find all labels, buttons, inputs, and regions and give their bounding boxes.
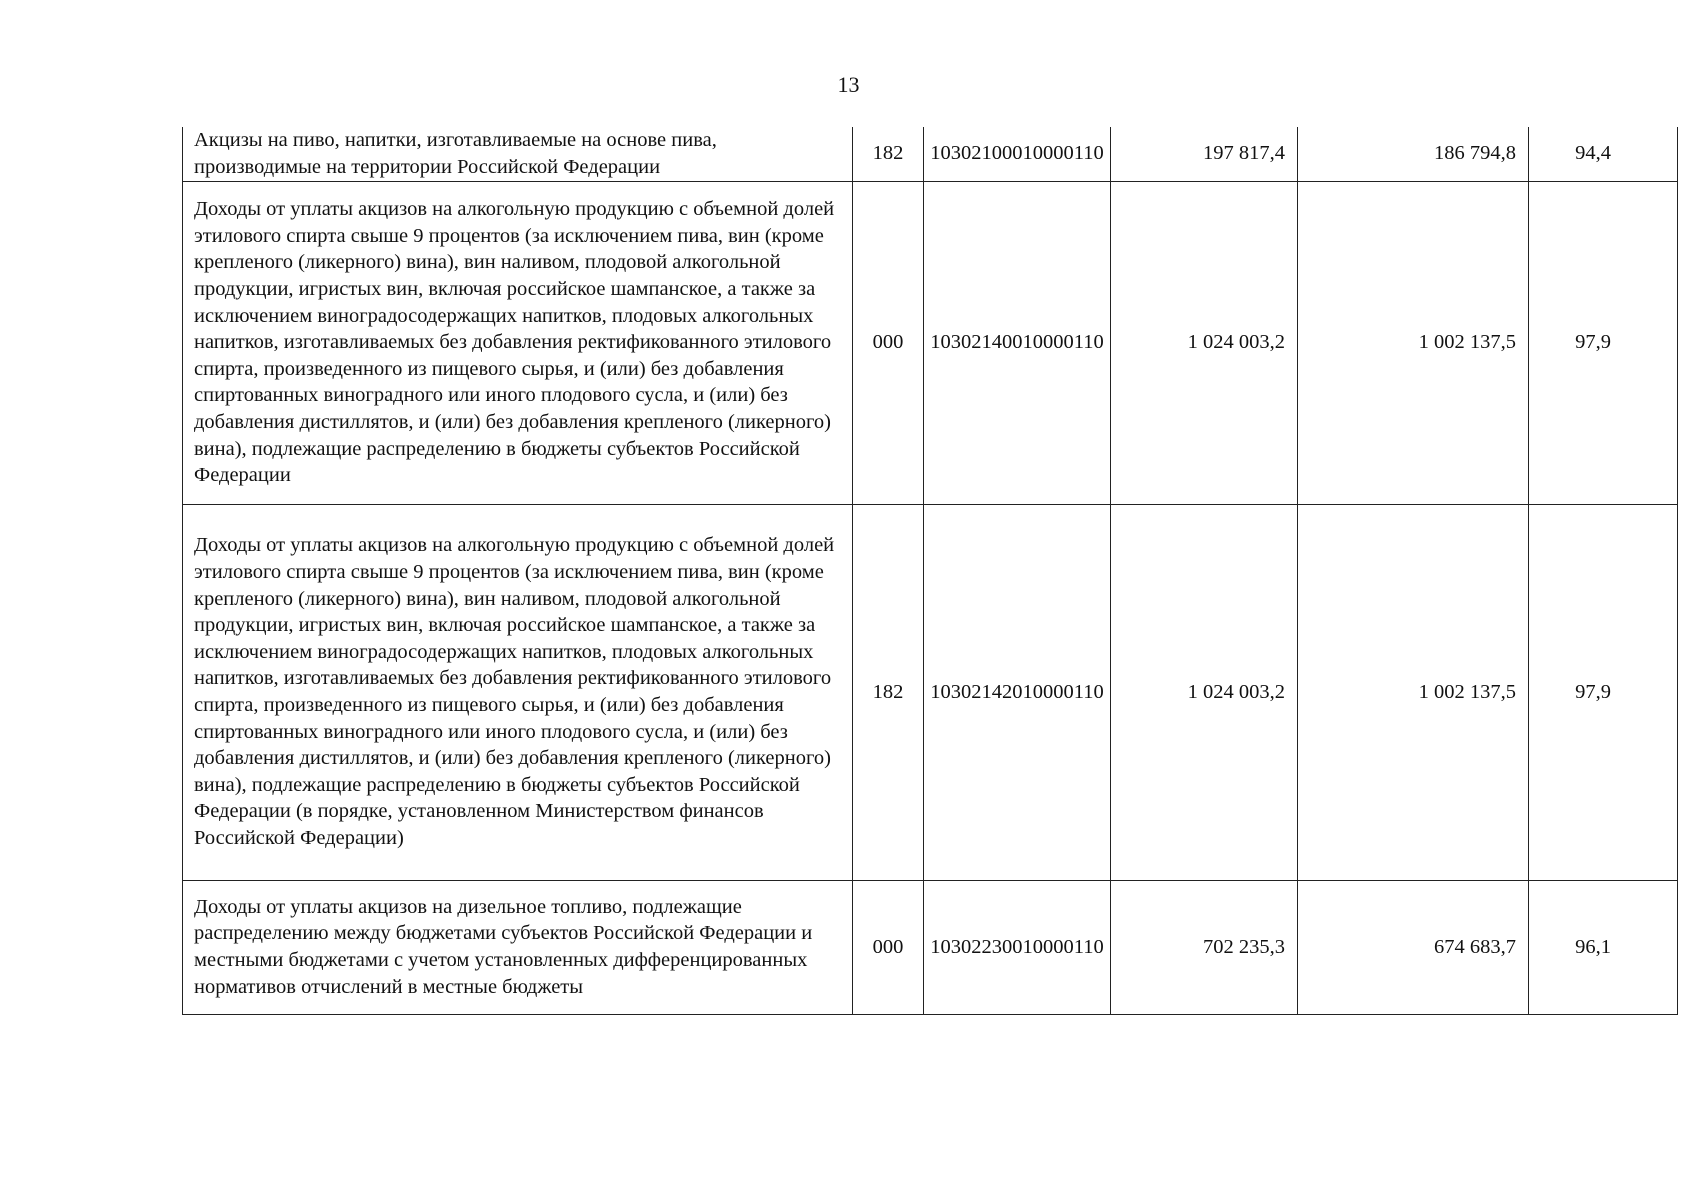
row-completion-percent: 94,4 <box>1529 127 1678 181</box>
row-actual-amount: 674 683,7 <box>1298 880 1529 1014</box>
row-description: Акцизы на пиво, напитки, изготавливаемые на основе пива, производимые на территории Российской Федерации <box>183 127 853 181</box>
row-actual-amount: 186 794,8 <box>1298 127 1529 181</box>
row-description: Доходы от уплаты акцизов на алкогольную продукцию с объемной долей этилового спирта свыше 9 процентов (за исключением пива, вин (кроме крепленого (ликерного) вина), вин наливом, плодовой алкогольной продукции, игристых вин, включая российское шампанское, а также за исключением виноградосодержащих напитков, плодовых алкогольных напитков, изготавливаемых без добавления ректификованного этилового спирта, произведенного из пищевого сырья, и (или) без добавления спиртованных виноградного или иного плодового сусла, и (или) без добавления дистиллятов, и (или) без добавления крепленого (ликерного) вина), подлежащие распределению в бюджеты субъектов Российской Федерации (в порядке, установленном Министерством финансов Российской Федерации) <box>183 504 853 880</box>
row-admin-code: 000 <box>853 880 924 1014</box>
row-budget-code: 10302140010000110 <box>924 181 1111 504</box>
page-number: 13 <box>837 72 860 97</box>
row-plan-amount: 1 024 003,2 <box>1111 181 1298 504</box>
row-budget-code: 10302230010000110 <box>924 880 1111 1014</box>
row-plan-amount: 1 024 003,2 <box>1111 504 1298 880</box>
row-description: Доходы от уплаты акцизов на алкогольную продукцию с объемной долей этилового спирта свыше 9 процентов (за исключением пива, вин (кроме крепленого (ликерного) вина), вин наливом, плодовой алкогольной продукции, игристых вин, включая российское шампанское, а также за исключением виноградосодержащих напитков, плодовых алкогольных напитков, изготавливаемых без добавления ректификованного этилового спирта, произведенного из пищевого сырья, и (или) без добавления спиртованных виноградного или иного плодового сусла, и (или) без добавления дистиллятов, и (или) без добавления крепленого (ликерного) вина), подлежащие распределению в бюджеты субъектов Российской Федерации <box>183 181 853 504</box>
table-row <box>183 181 1678 504</box>
table-row <box>183 504 1678 880</box>
row-completion-percent: 97,9 <box>1529 504 1678 880</box>
row-plan-amount: 197 817,4 <box>1111 127 1298 181</box>
row-admin-code: 000 <box>853 181 924 504</box>
row-admin-code: 182 <box>853 127 924 181</box>
table-row <box>183 880 1678 1014</box>
row-plan-amount: 702 235,3 <box>1111 880 1298 1014</box>
table-row <box>183 127 1678 181</box>
row-completion-percent: 96,1 <box>1529 880 1678 1014</box>
row-description: Доходы от уплаты акцизов на дизельное топливо, подлежащие распределению между бюджетами субъектов Российской Федерации и местными бюджетами с учетом установленных дифференцированных нормативов отчислений в местные бюджеты <box>183 880 853 1014</box>
row-completion-percent: 97,9 <box>1529 181 1678 504</box>
row-actual-amount: 1 002 137,5 <box>1298 504 1529 880</box>
row-actual-amount: 1 002 137,5 <box>1298 181 1529 504</box>
revenue-table <box>182 127 1678 1015</box>
row-budget-code: 10302100010000110 <box>924 127 1111 181</box>
row-budget-code: 10302142010000110 <box>924 504 1111 880</box>
row-admin-code: 182 <box>853 504 924 880</box>
